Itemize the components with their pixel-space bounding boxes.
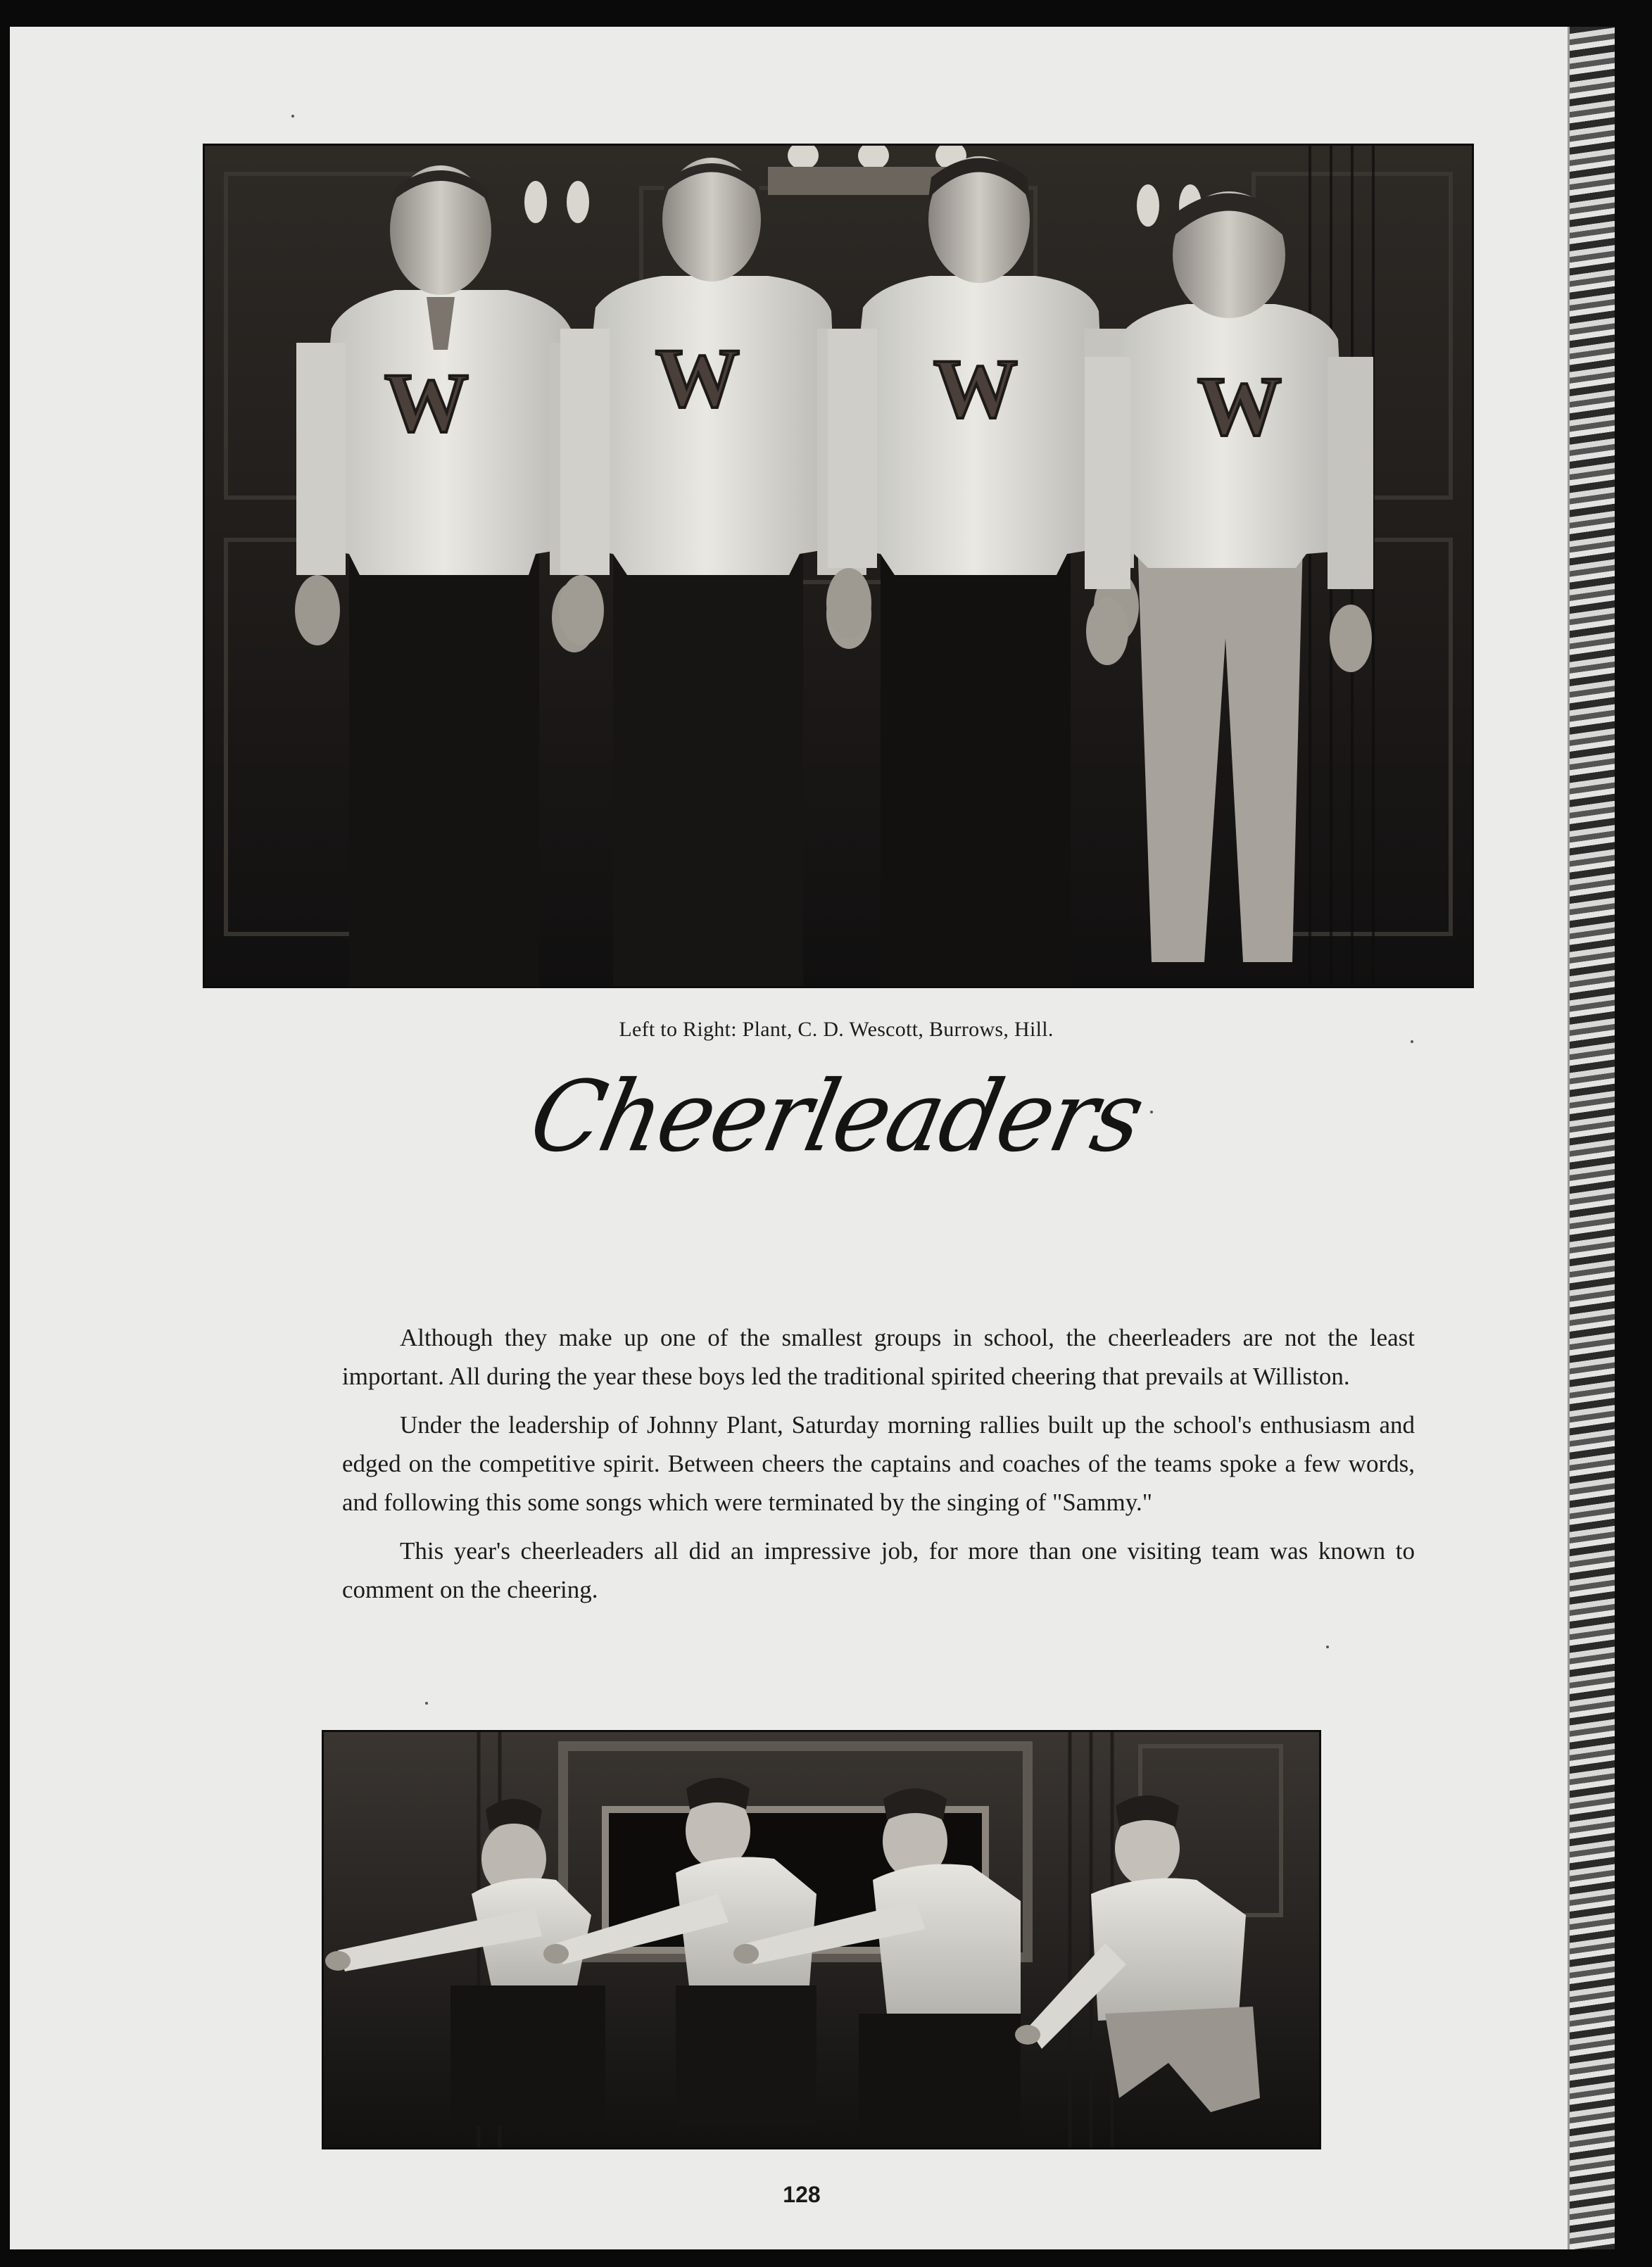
photo-caption: Left to Right: Plant, C. D. Wescott, Burrows, Hill. [619,1018,1054,1041]
page-heading: Cheerleaders [520,1060,1152,1174]
paragraph: Under the leadership of Johnny Plant, Saturday morning rallies built up the school's enthusiasm and edged on the competitive spirit. Between cheers the captains and coaches of the teams spoke a few words, and following this some songs which were terminated by the singing of "Sammy." [342,1411,1415,1516]
paragraph: This year's cheerleaders all did an impressive job, for more than one visiting team was known to comment on the cheering. [342,1537,1415,1603]
page-number: 128 [783,2182,821,2207]
cheerleaders-standing-photo [203,144,1474,988]
cheerleaders-kneeling-photo [322,1730,1321,2149]
sweater-letter: W [655,331,740,424]
sweater-letter: W [384,355,469,449]
page-binding-edge [1568,27,1615,2249]
dust-speck [1326,1646,1329,1648]
yearbook-page [10,27,1615,2249]
sweater-letter: W [933,341,1018,435]
dust-speck [291,115,294,118]
sweater-letter: W [1197,359,1282,453]
article-body [342,1318,1415,1619]
dust-speck [425,1702,428,1705]
paragraph: Although they make up one of the smallest groups in school, the cheerleaders are not the least important. All during the year these boys led the traditional spirited cheering that prevails at Williston. [342,1324,1415,1390]
